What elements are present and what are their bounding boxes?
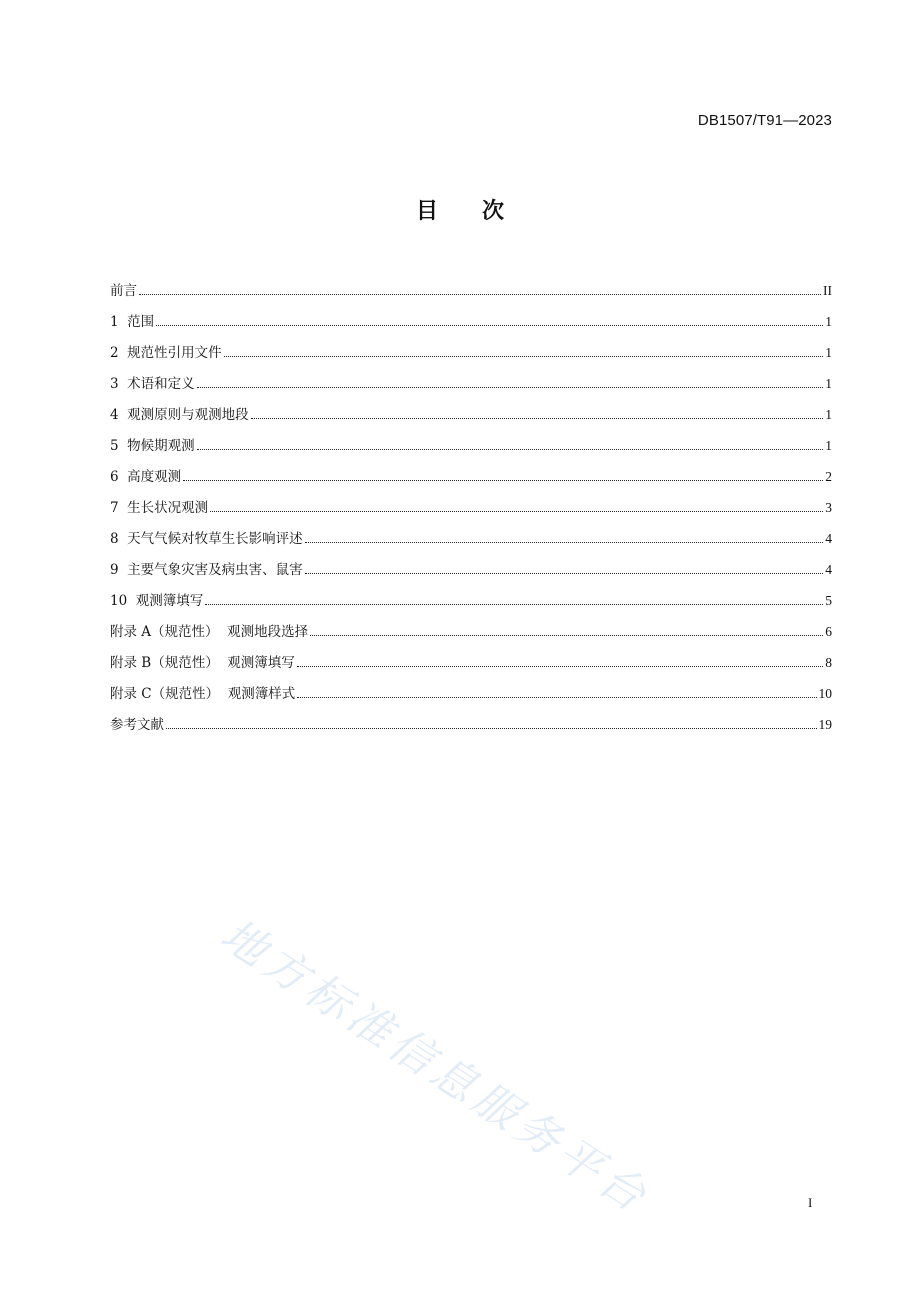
dot-leader <box>205 604 823 605</box>
toc-entry-page: 4 <box>825 531 832 546</box>
toc-entry-page: 1 <box>825 314 832 329</box>
toc-entry-label: 5 物候期观测 <box>110 438 195 454</box>
toc-entry-phenology[interactable] <box>110 435 832 466</box>
toc-title: 目次 <box>415 199 548 224</box>
toc-entry-page: 1 <box>825 345 832 360</box>
toc-entry-label: 2 规范性引用文件 <box>110 345 222 361</box>
dot-leader <box>197 449 824 450</box>
dot-leader <box>297 666 823 667</box>
toc-entry-page: 5 <box>825 593 832 608</box>
dot-leader <box>305 542 824 543</box>
document-code: DB1507/T91—2023 <box>697 112 832 129</box>
dot-leader <box>305 573 824 574</box>
toc-entry-observation-principles[interactable] <box>110 404 832 435</box>
table-of-contents <box>110 280 832 745</box>
toc-entry-page: 1 <box>825 407 832 422</box>
dot-leader <box>251 418 824 419</box>
toc-entry-page: 6 <box>825 624 832 639</box>
dot-leader <box>183 480 823 481</box>
toc-entry-appendix-a[interactable] <box>110 621 832 652</box>
toc-entry-page: 2 <box>825 469 832 484</box>
dot-leader <box>156 325 823 326</box>
dot-leader <box>297 697 816 698</box>
toc-entry-disasters-pests[interactable] <box>110 559 832 590</box>
toc-entry-label: 前言 <box>110 283 137 299</box>
toc-entry-page: 3 <box>825 500 832 515</box>
toc-entry-label: 7 生长状况观测 <box>110 500 209 516</box>
toc-entry-page: II <box>823 283 832 298</box>
dot-leader <box>166 728 817 729</box>
toc-entry-foreword[interactable] <box>110 280 832 311</box>
toc-entry-appendix-c[interactable] <box>110 683 832 714</box>
dot-leader <box>197 387 824 388</box>
toc-entry-page: 1 <box>825 438 832 453</box>
toc-entry-page: 19 <box>818 717 832 732</box>
toc-entry-label: 附录 A（规范性） 观测地段选择 <box>110 624 309 640</box>
toc-entry-height[interactable] <box>110 466 832 497</box>
toc-entry-appendix-b[interactable] <box>110 652 832 683</box>
toc-entry-label: 10 观测簿填写 <box>110 593 204 609</box>
toc-entry-label: 参考文献 <box>110 717 164 733</box>
toc-entry-page: 4 <box>825 562 832 577</box>
toc-entry-page: 10 <box>818 686 832 701</box>
toc-entry-terms-definitions[interactable] <box>110 373 832 404</box>
toc-entry-scope[interactable] <box>110 311 832 342</box>
toc-entry-page: 8 <box>825 655 832 670</box>
dot-leader <box>224 356 824 357</box>
toc-entry-logbook-filling[interactable] <box>110 590 832 621</box>
toc-entry-growth-status[interactable] <box>110 497 832 528</box>
toc-entry-label: 8 天气气候对牧草生长影响评述 <box>110 531 303 547</box>
toc-entry-label: 附录 C（规范性） 观测簿样式 <box>110 686 296 702</box>
toc-entry-label: 4 观测原则与观测地段 <box>110 407 249 423</box>
toc-entry-references[interactable] <box>110 714 832 745</box>
toc-entry-page: 1 <box>825 376 832 391</box>
toc-entry-weather-impact[interactable] <box>110 528 832 559</box>
toc-entry-label: 3 术语和定义 <box>110 376 195 392</box>
toc-entry-label: 6 高度观测 <box>110 469 182 485</box>
toc-entry-label: 9 主要气象灾害及病虫害、鼠害 <box>110 562 303 578</box>
watermark-text: 地方标准信息服务平台 <box>211 909 659 1225</box>
page-number: I <box>808 1195 813 1210</box>
dot-leader <box>139 294 821 295</box>
dot-leader <box>310 635 823 636</box>
toc-entry-label: 1 范围 <box>110 314 155 330</box>
toc-entry-normative-references[interactable] <box>110 342 832 373</box>
toc-entry-label: 附录 B（规范性） 观测簿填写 <box>110 655 295 671</box>
dot-leader <box>210 511 823 512</box>
